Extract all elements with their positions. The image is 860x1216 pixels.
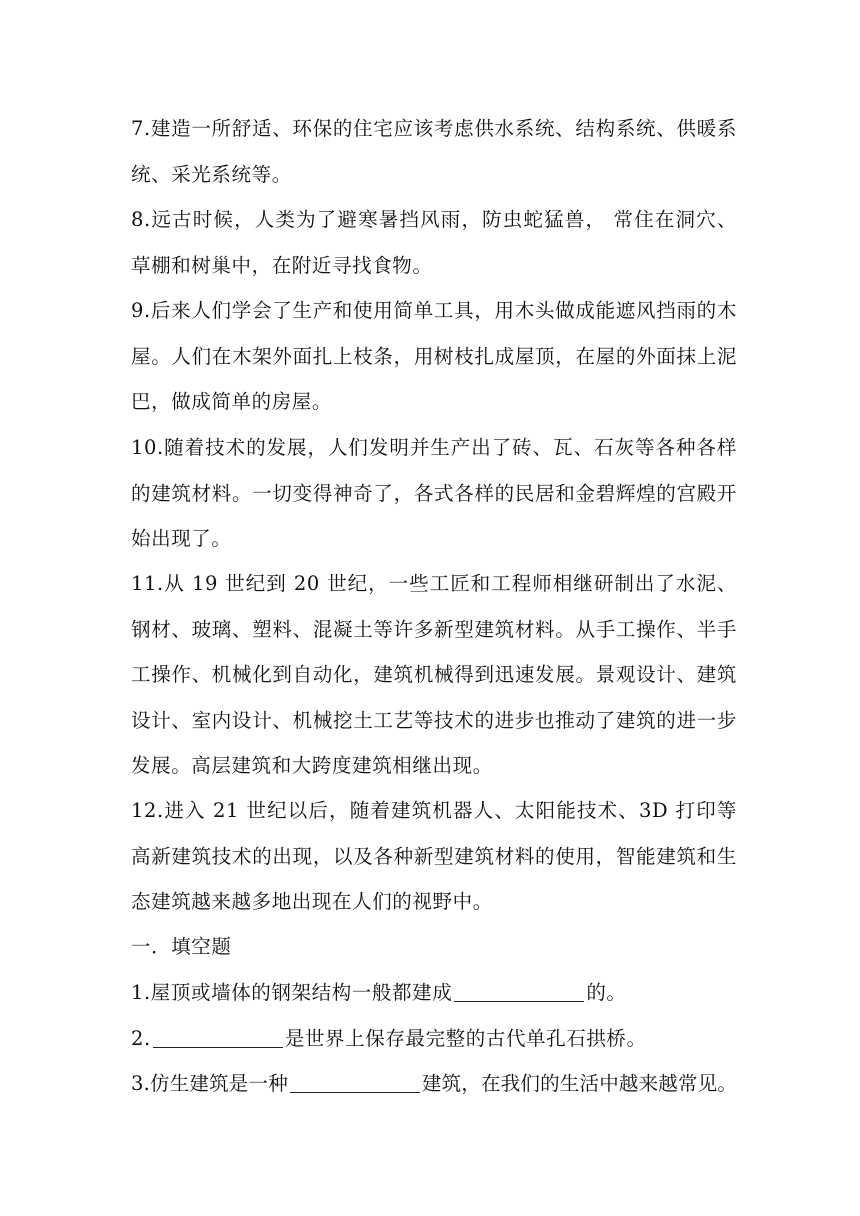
question-text-after: 是世界上保存最完整的古代单孔石拱桥。	[284, 1027, 647, 1050]
question-text-before: 3.仿生建筑是一种	[131, 1072, 288, 1095]
paragraph-10: 10.随着技术的发展，人们发明并生产出了砖、瓦、石灰等各种各样的建筑材料。一切变得神奇了，各式各样的民居和金碧辉煌的宫殿开始出现了。	[131, 436, 737, 550]
answer-blank[interactable]	[290, 1072, 420, 1093]
question-text-after: 建筑，在我们的生活中越来越常见。	[421, 1072, 738, 1095]
paragraph-12: 12.进入 21 世纪以后，随着建筑机器人、太阳能技术、3D 打印等高新建筑技术的出现，以及各种新型建筑材料的使用，智能建筑和生态建筑越来越多地出现在人们的视野中。	[131, 799, 737, 913]
paragraph-9: 9.后来人们学会了生产和使用简单工具，用木头做成能遮风挡雨的木屋。人们在木架外面扎上枝条，用树枝扎成屋顶，在屋的外面抹上泥巴，做成简单的房屋。	[131, 299, 737, 413]
section-heading: 一．填空题	[131, 935, 232, 958]
fill-blank-question-2	[131, 1016, 737, 1062]
question-text-before: 1.屋顶或墙体的钢架结构一般都建成	[131, 981, 453, 1004]
paragraph-11: 11.从 19 世纪到 20 世纪，一些工匠和工程师相继研制出了水泥、钢材、玻璃、塑料、混凝土等许多新型建筑材料。从手工操作、半手工操作、机械化到自动化，建筑机械得到迅速发展。景观设计、建筑设计、室内设计、机械挖土工艺等技术的进步也推动了建筑的进一步发展。高层建筑和大跨度建筑相继出现。	[131, 572, 737, 777]
paragraph-7: 7.建造一所舒适、环保的住宅应该考虑供水系统、结构系统、供暖系统、采光系统等。	[131, 117, 737, 186]
fill-blank-question-3	[131, 1061, 751, 1107]
question-text-after: 的。	[586, 981, 627, 1004]
fill-blank-question-1	[131, 970, 737, 1016]
answer-blank[interactable]	[153, 1027, 283, 1048]
question-text-before: 2.	[131, 1027, 151, 1050]
answer-blank[interactable]	[454, 981, 584, 1002]
paragraph-8: 8.远古时候，人类为了避寒暑挡风雨，防虫蛇猛兽， 常住在洞穴、草棚和树巢中，在附近寻找食物。	[131, 208, 737, 277]
